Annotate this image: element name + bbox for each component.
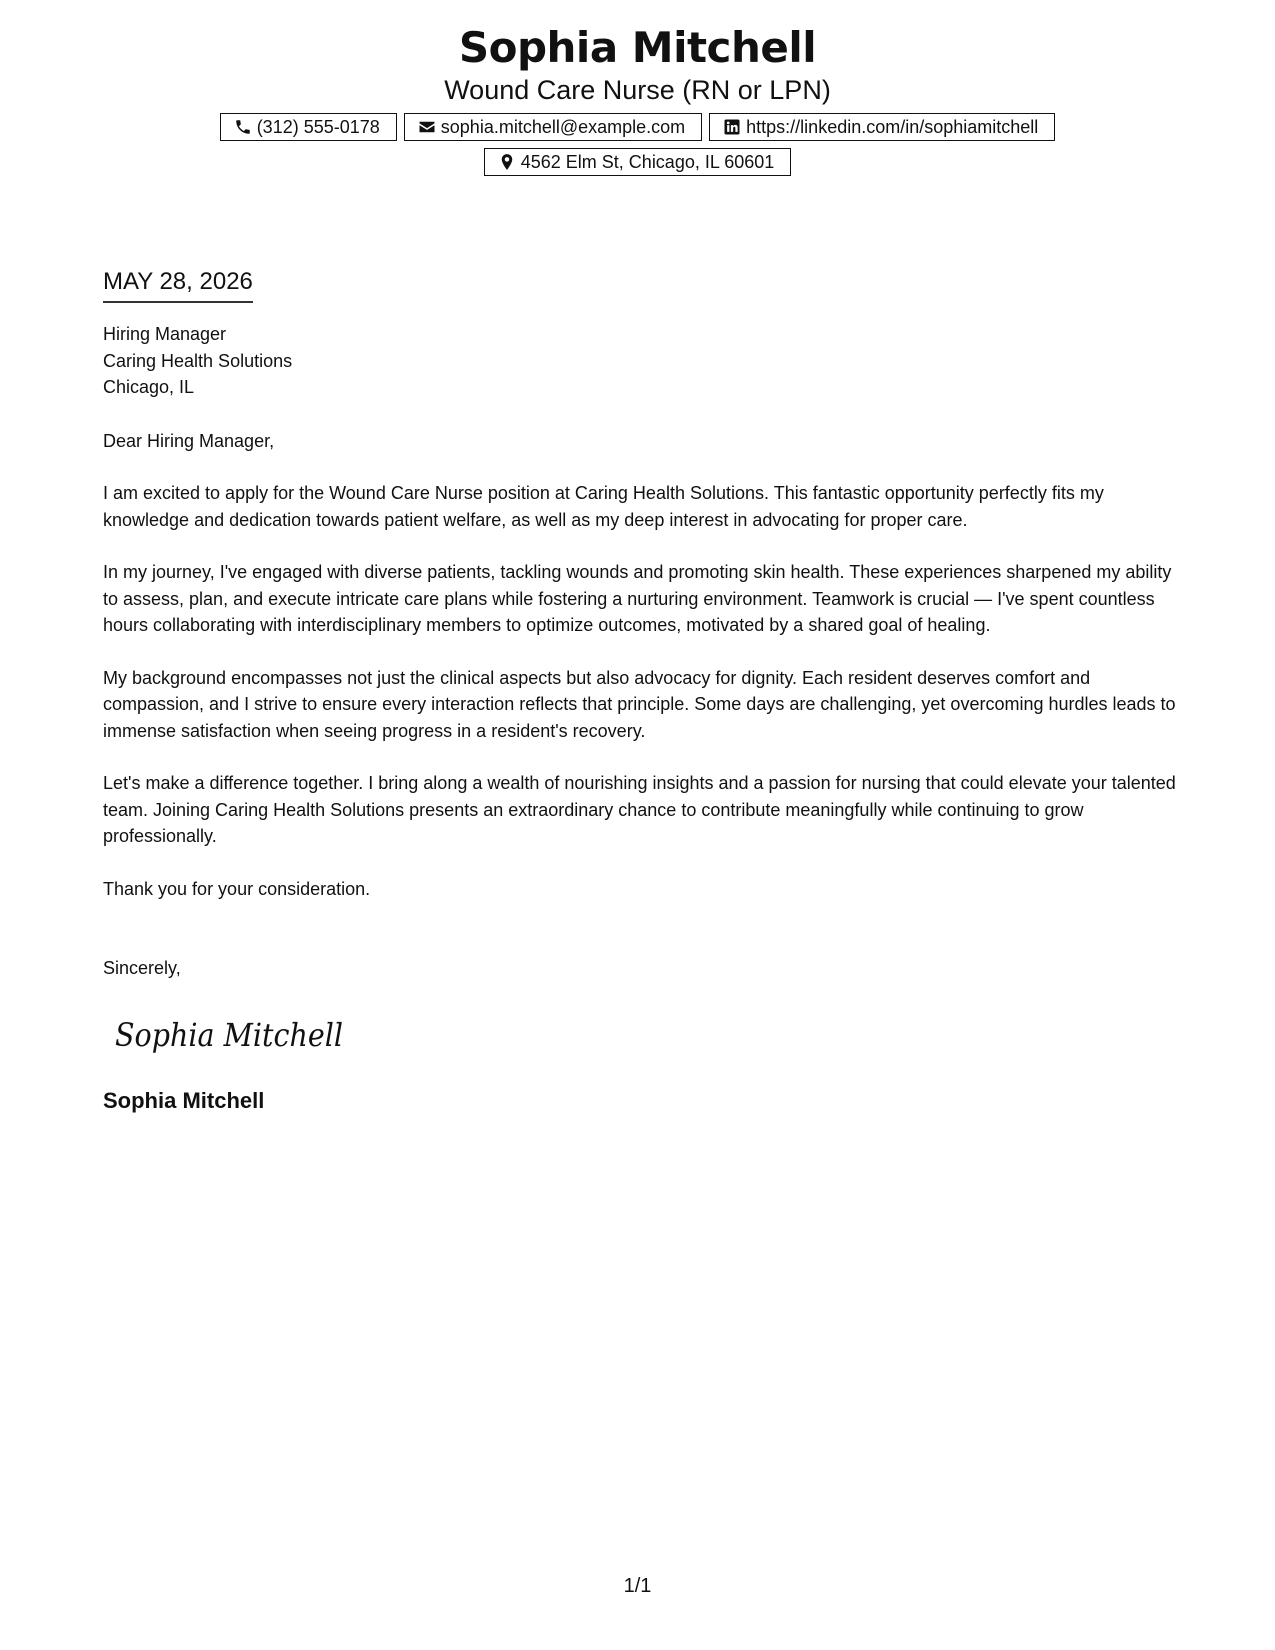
- body-paragraph: Let's make a difference together. I bring along a wealth of nourishing insights and a passion for nursing that could elevate your talented team. Joining Caring Health Solutions presents an extraordinary chance to contribute meaningfully while continuing to grow professionally.: [103, 773, 1176, 846]
- signoff: Sincerely,: [103, 958, 181, 978]
- map-marker-icon: [498, 153, 516, 171]
- envelope-icon: [418, 118, 436, 136]
- contact-phone[interactable]: [220, 113, 397, 141]
- contact-row: [0, 113, 1275, 141]
- body-paragraph: I am excited to apply for the Wound Care Nurse position at Caring Health Solutions. This fantastic opportunity perfectly fits my knowledge and dedication towards patient welfare, as well as my deep interest in advocating for proper care.: [103, 483, 1104, 530]
- applicant-name: Sophia Mitchell: [458, 23, 817, 72]
- contact-address: [484, 148, 792, 176]
- recipient-block: [103, 321, 1178, 401]
- phone-icon: [234, 118, 252, 136]
- letter-header: [0, 22, 1275, 176]
- recipient-name: Hiring Manager: [103, 324, 227, 344]
- svg-text:Sophia Mitchell: Sophia Mitchell: [115, 1015, 343, 1054]
- letter-body: [103, 265, 1178, 1116]
- signer-name: Sophia Mitchell: [103, 1087, 265, 1113]
- phone-number: (312) 555-0178: [256, 117, 380, 137]
- body-paragraph: In my journey, I've engaged with diverse patients, tackling wounds and promoting skin health. These experiences sharpened my ability to assess, plan, and execute intricate care plans while fostering a nurturing environment. Teamwork is crucial — I've spent countless hours collaborating with interdisciplinary members to optimize outcomes, motivated by a shared goal of healing.: [103, 562, 1172, 635]
- contact-linkedin[interactable]: [709, 113, 1055, 141]
- address-row: [0, 148, 1275, 176]
- linkedin-url: https://linkedin.com/in/sophiamitchell: [746, 117, 1039, 137]
- job-title: Wound Care Nurse (RN or LPN): [444, 75, 831, 105]
- recipient-location: Chicago, IL: [103, 377, 195, 397]
- page-number: 1/1: [623, 1575, 652, 1597]
- body-paragraph: My background encompasses not just the clinical aspects but also advocacy for dignity. Each resident deserves comfort and compassion, and I strive to ensure every interaction reflects that principle. Some days are challenging, yet overcoming hurdles leads to immense satisfaction when seeing progress in a resident's recovery.: [103, 667, 1176, 741]
- recipient-company: Caring Health Solutions: [103, 350, 293, 371]
- closing-line: Thank you for your consideration.: [103, 878, 371, 899]
- linkedin-icon: [723, 118, 741, 136]
- handwritten-signature: [111, 1010, 351, 1060]
- contact-email[interactable]: [404, 113, 702, 141]
- street-address: 4562 Elm St, Chicago, IL 60601: [520, 152, 775, 172]
- letter-date: MAY 28, 2026: [103, 265, 253, 303]
- email-address: sophia.mitchell@example.com: [440, 117, 686, 137]
- salutation: Dear Hiring Manager,: [103, 430, 275, 451]
